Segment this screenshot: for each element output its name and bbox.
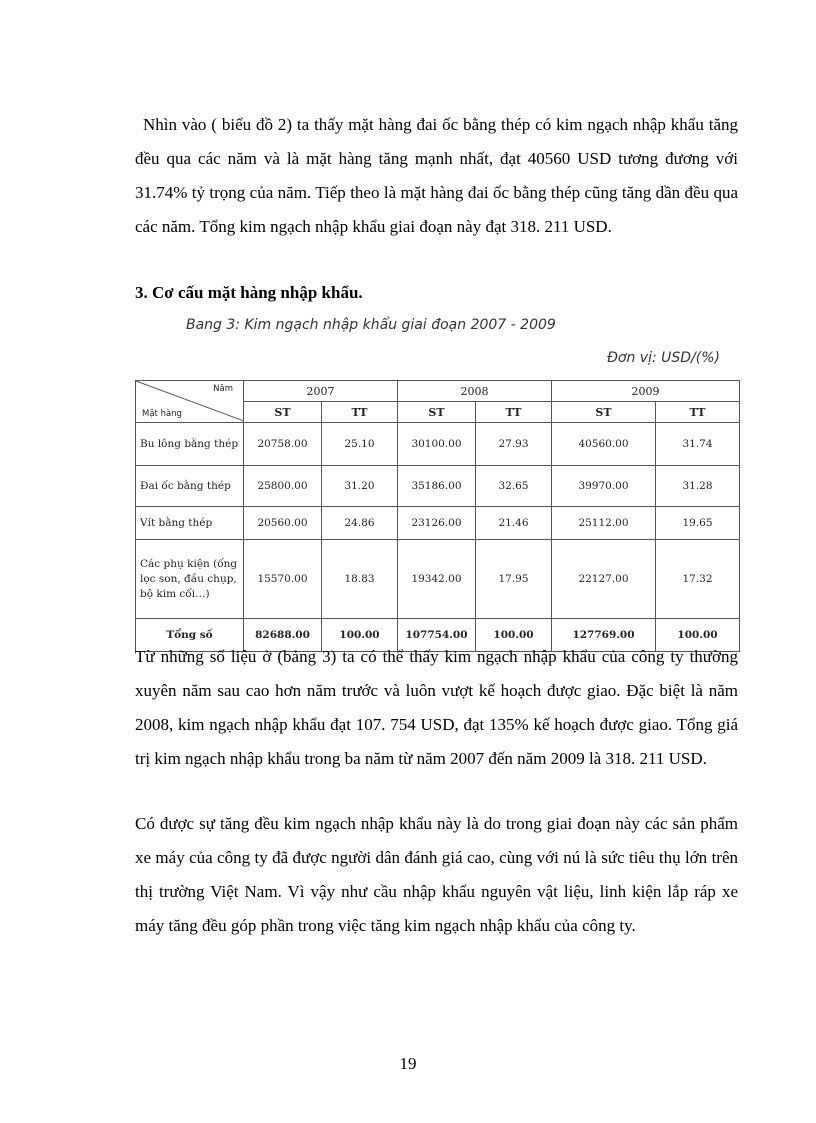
year-header-2008: 2008 (398, 381, 552, 402)
table-cell: 31.28 (656, 466, 740, 507)
row-label: Bu lông bằng thép (136, 423, 244, 466)
table-cell: 25.10 (322, 423, 398, 466)
year-header-2007: 2007 (244, 381, 398, 402)
sub-header-tt: TT (476, 402, 552, 423)
page-number: 19 (399, 1054, 417, 1073)
total-cell: 82688.00 (244, 619, 322, 652)
table-cell: 31.74 (656, 423, 740, 466)
unit-label: Đơn vị: USD/(%) (607, 350, 720, 366)
table-cell: 39970.00 (552, 466, 656, 507)
table-cell: 15570.00 (244, 540, 322, 619)
table-cell: 20560.00 (244, 507, 322, 540)
total-label: Tổng số (136, 619, 244, 652)
year-header-2009: 2009 (552, 381, 740, 402)
table-row (136, 540, 740, 619)
total-cell: 127769.00 (552, 619, 656, 652)
table-row (136, 507, 740, 540)
table-cell: 18.83 (322, 540, 398, 619)
table-cell: 17.32 (656, 540, 740, 619)
table-cell: 20758.00 (244, 423, 322, 466)
table-cell: 35186.00 (398, 466, 476, 507)
sub-header-st: ST (552, 402, 656, 423)
section-heading: 3. Cơ cấu mặt hàng nhập khẩu. (135, 283, 363, 302)
corner-item-label: Mặt hàng (142, 409, 182, 419)
table-cell: 23126.00 (398, 507, 476, 540)
total-cell: 100.00 (656, 619, 740, 652)
corner-year-label: Năm (213, 384, 233, 394)
table-cell: 22127.00 (552, 540, 656, 619)
sub-header-tt: TT (656, 402, 740, 423)
table-cell: 31.20 (322, 466, 398, 507)
sub-header-st: ST (398, 402, 476, 423)
import-turnover-table (135, 380, 740, 652)
row-label: Đai ốc bằng thép (136, 466, 244, 507)
table-caption: Bang 3: Kim ngạch nhập khẩu giai đoạn 2007 - 2009 (186, 317, 556, 333)
paragraph-chart-analysis: Nhìn vào ( biểu đồ 2) ta thấy mặt hàng đai ốc bằng thép có kim ngạch nhập khẩu tăng đều qua các năm và là mặt hàng tăng mạnh nhất, đạt 40560 USD tương đương với 31.74% tỷ trọng của năm. Tiếp theo là mặt hàng đai ốc bằng thép cũng tăng dần đều qua các năm. Tổng kim ngạch nhập khẩu giai đoạn này đạt 318. 211 USD. (135, 115, 738, 236)
table-cell: 24.86 (322, 507, 398, 540)
row-label: Các phụ kiện (ống lọc son, đầu chụp, bộ kim cối…) (136, 540, 244, 619)
total-cell: 100.00 (322, 619, 398, 652)
row-label: Vít bằng thép (136, 507, 244, 540)
table-cell: 32.65 (476, 466, 552, 507)
table-row (136, 466, 740, 507)
table-cell: 19.65 (656, 507, 740, 540)
table-cell: 25112.00 (552, 507, 656, 540)
total-cell: 100.00 (476, 619, 552, 652)
table-cell: 40560.00 (552, 423, 656, 466)
table-cell: 25800.00 (244, 466, 322, 507)
table-corner-cell (136, 381, 244, 423)
table-cell: 21.46 (476, 507, 552, 540)
table-cell: 17.95 (476, 540, 552, 619)
sub-header-tt: TT (322, 402, 398, 423)
table-cell: 30100.00 (398, 423, 476, 466)
table-row (136, 423, 740, 466)
total-cell: 107754.00 (398, 619, 476, 652)
table-cell: 27.93 (476, 423, 552, 466)
table-cell: 19342.00 (398, 540, 476, 619)
paragraph-table-analysis: Từ những số liệu ở (bảng 3) ta có thể thấy kim ngạch nhập khẩu của công ty thường xuyên năm sau cao hơn năm trước và luôn vượt kế hoạch được giao. Đặc biệt là năm 2008, kim ngạch nhập khẩu đạt 107. 754 USD, đạt 135% kế hoạch được giao. Tổng giá trị kim ngạch nhập khẩu trong ba năm từ năm 2007 đến năm 2009 là 318. 211 USD. (135, 647, 738, 768)
paragraph-growth-reason: Có được sự tăng đều kim ngạch nhập khẩu này là do trong giai đoạn này các sản phẩm xe máy của công ty đã được người dân đánh giá cao, cùng với nú là sức tiêu thụ lớn trên thị trường Việt Nam. Vì vậy như cầu nhập khẩu nguyên vật liệu, linh kiện lắp ráp xe máy tăng đều góp phần trong việc tăng kim ngạch nhập khẩu của công ty. (135, 814, 738, 935)
sub-header-st: ST (244, 402, 322, 423)
